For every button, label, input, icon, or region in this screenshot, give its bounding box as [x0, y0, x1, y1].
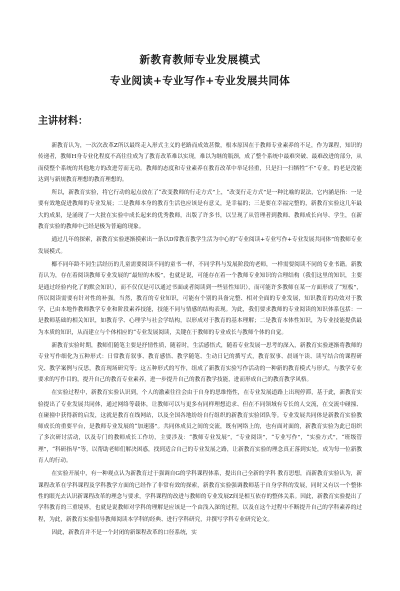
paragraph-8: 因此，新教育并不是一个封闭的新课程改革的口径系统，实 — [51, 529, 197, 536]
paragraph-3: 通过几年的探索，新教育实验逐渐摸索出一条以D常教育教学生活为中心的“专业阅读+专业写作+专业发展共同体”的教师专业发展模式。 — [38, 237, 362, 255]
paragraph-2: 所以，新教育实验，将它行动的起点放在了“改变教师的行走方式”上，“改变行走方式”是一种比喻的说法，它内涵是指：一是要有效地促进教师的专业发展；二是教师本身的教育生活也应该是有意义，是幸福的；三是要在幸福完整的，新教育实验这几年最大的成果，是涌现了一大批在实验中成长起来的优秀教师，出版了许多书，以呈现了从管理者到教师、教师成长向导、学生，在新教育实验的教师中已经是极为普遍的现象。 — [38, 190, 362, 231]
paragraph-1: 新教育认为，一次次改革Z所以最终走入形式主义的老路而成效甚微，根本原因在于教师专业素养的不足，作为课程，知识的传递者，教师H身专业化程度不高往往成为了教育改革难以实现，难以为继的瓶颈，成了整个系统中最难突破、最难改进的部分，从而使整个系统的其他地方的改进劳而无功。教师的态度和专业素养在教育改革中举足轻重，只是扫一扫牺牲“不”专业，的老是没能达到与新规教育理想的教育理想的。 — [38, 143, 362, 183]
document-title: 新教育教师专业发展模式 — [139, 54, 261, 66]
paragraph-7: 在实验开展中，有一种观点认为新教育过于强调自G的学科课程体系，提出自己全新的学科 教育思想，而新教育实验认为，新课程改革在学科课程及学科教学方面的已经作了非常有效的探索，新教育实验强调教师基于自身学科的发展，同时又有以一个整体性的眼光去认识新课程改革的理念与要求，学科课程的改进与教师的专业发展Z间是相互依存的整体关系。因此，新教育实验提出了学科教育的三重境界，也就是说教师对学科的理解是应该是一个由浅入深的过程，以及在这个过程中不断提升自己的学科素养的过程，为此，新教育实验倡导教师阅读本学科的经典、进行学科研究，并撰写学科专业研究论文。 — [38, 471, 362, 523]
paragraph-5: 新教育实验时期，教师们随笔主要是抒情性质，随着时，生活感悟式，随着专业发展一思考的深入，新教育实验逐渐将教师的专业写作细化为五种形式：日常教育叙事、教育感悟、教学随笔、生动日记的撰写式，教育叙事、晨诵午读、读写结合的课程研究、教学案例与反思，教育现场研究等；这五种形式的写作，组成了新教育实验写作活动的一种新的教育模式与形式，与教学专业要求的写作目的，提升自己的教育专业素养，进一步提升自己的教育教学技能，进而形成自己的教育教学风格。 — [38, 343, 362, 383]
paragraph-4: 椰不同年龄不同生活经历的儿童需要阅读不同的童书一样，不同学科与发展阶段的老师，一样需要阅读不同的专业书籍。新教育认为，存在着阅读教师专业发展的“最短的木板”，也就是说，可能存在着一个教师专业知识的合理结构（我们这里的知识，主要是通过经验内化了的默会知识），而不仅仅是可以通过书面或者阅读到一些显性知识），而可能许多教师在某一方面形成了“短板”，所以阅读需要有针对性的补强。当然，教育的专业知识，可能有个别的具备完整、相对全面的专业发展，知识教育的功效对于教学，已由本地作教师教学专业和阶段素养技能，技能不同与情感的结构表现。为此，我们要求教师的专业阅读的知识体系包括：一是教师基础的相关知识，如教育学、心理学与社会学结构，以形成对于教育的基本理解；二是教育本体性知识，为专业技能提供最为本质的知识，从而建立与个体相应的“专业发展阅读，关键在于教师的专业成长与教师个体的自觉。 — [38, 261, 362, 336]
document-subtitle: 专业阅读+专业写作+专业发展共同体 — [109, 75, 291, 87]
document-body — [38, 141, 362, 539]
section-heading: 主讲材料： — [38, 116, 88, 127]
paragraph-6: 在实验过程中，新教育实验认识到，个人的激素往往会由于自身的思维惰性，在专业发展道路上出现停滞，基于此，新教育实验提出了专业发展共同体，通过网络等载体，让教师可以与更多有同样理想追求、但在不同领域有专长的人交流，在交流中碰撞、在碰撞中获得新的启发，这就是教育在线网站，以及全国各地纷纷自行组织的新教育实验团队等。专业发展共同体是新教育实验教师成长的重要平台，是教师专业发展的“加速器”。共同体成员之间的交流，既有网络上的，也有面对面的，新教育实验为此已组织了多次研讨活动，以及专门的教师成长工作坊，主要涉及：“教师专业发展”，“专业阅读”，“专业写作”，“实验方式”，“班级管理”，“科研指导”等，以帮助老师们解决困惑，找到适合自己的专业发展之路，让新教育实验的理念真正落到实处，成为每一位新教育人的行动。 — [38, 390, 362, 465]
